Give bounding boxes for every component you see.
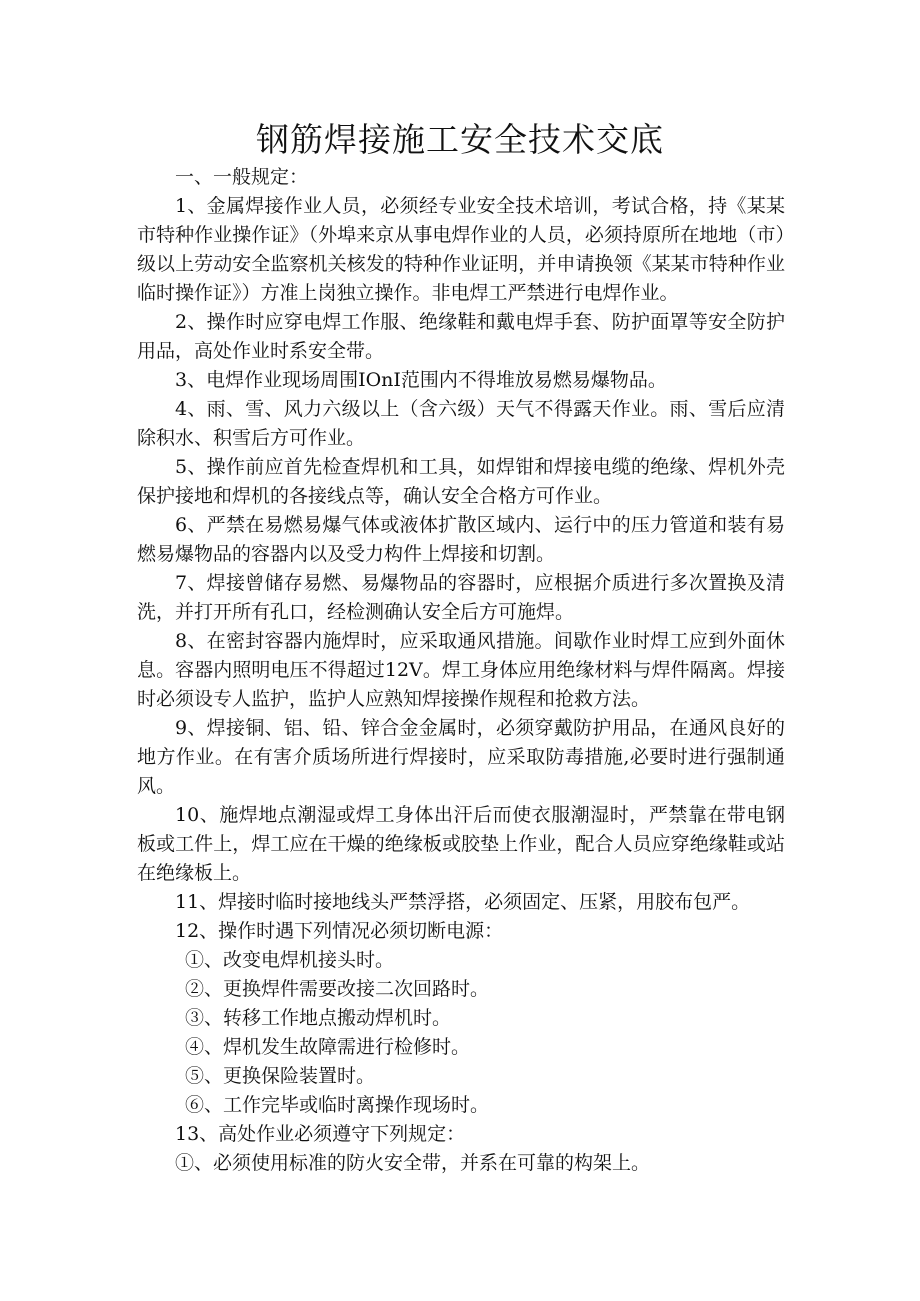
paragraph-2: 2、操作时应穿电焊工作服、绝缘鞋和戴电焊手套、防护面罩等安全防护用品，高处作业时系安全带。 (137, 311, 785, 362)
list-item: ⑤、更换保险装置时。 (185, 1065, 376, 1087)
paragraph-11: 11、焊接时临时接地线头严禁浮搭，必须固定、压紧，用胶布包严。 (175, 891, 751, 913)
paragraph-4: 4、雨、雪、风力六级以上（含六级）天气不得露天作业。雨、雪后应清除积水、积雪后方可作业。 (137, 398, 785, 449)
paragraph-10: 10、施焊地点潮湿或焊工身体出汗后而使衣服潮湿时，严禁靠在带电钢板或工件上，焊工应在干燥的绝缘板或胶垫上作业，配合人员应穿绝缘鞋或站在绝缘板上。 (137, 804, 785, 884)
list-item: ①、改变电焊机接头时。 (185, 949, 395, 971)
paragraph-5: 5、操作前应首先检查焊机和工具，如焊钳和焊接电缆的绝缘、焊机外壳保护接地和焊机的各接线点等，确认安全合格方可作业。 (137, 456, 785, 507)
paragraph-7: 7、焊接曾储存易燃、易爆物品的容器时，应根据介质进行多次置换及清洗，并打开所有孔口，经检测确认安全后方可施焊。 (137, 572, 785, 623)
paragraph-9: 9、焊接铜、铝、铅、锌合金金属时，必须穿戴防护用品，在通风良好的地方作业。在有害介质场所进行焊接时，应采取防毒措施,必要时进行强制通风。 (137, 717, 785, 797)
list-item: ①、必须使用标准的防火安全带，并系在可靠的构架上。 (175, 1152, 651, 1174)
list-item: ③、转移工作地点搬动焊机时。 (185, 1007, 452, 1029)
paragraph-6: 6、严禁在易燃易爆气体或液体扩散区域内、运行中的压力管道和装有易燃易爆物品的容器内以及受力构件上焊接和切割。 (137, 514, 785, 565)
list-item: ②、更换焊件需要改接二次回路时。 (185, 978, 490, 1000)
document-title: 钢筋焊接施工安全技术交底 (256, 120, 664, 159)
paragraph-8: 8、在密封容器内施焊时，应采取通风措施。间歇作业时焊工应到外面休息。容器内照明电压不得超过12V。焊工身体应用绝缘材料与焊件隔离。焊接时必须设专人监护，监护人应熟知焊接操作规程和抢救方法。 (137, 630, 785, 710)
section-heading: 一、一般规定： (175, 166, 309, 188)
list-item: ⑥、工作完毕或临时离操作现场时。 (185, 1094, 490, 1116)
paragraph-3: 3、电焊作业现场周围IOnI范围内不得堆放易燃易爆物品。 (175, 369, 667, 391)
paragraph-1: 1、金属焊接作业人员，必须经专业安全技术培训，考试合格，持《某某市特种作业操作证》（外埠来京从事电焊作业的人员，必须持原所在地地（市）级以上劳动安全监察机关核发的特种作业证明，并申请换领《某某市特种作业临时操作证》）方准上岗独立操作。非电焊工严禁进行电焊作业。 (137, 195, 785, 304)
list-item: ④、焊机发生故障需进行检修时。 (185, 1036, 471, 1058)
paragraph-12: 12、操作时遇下列情况必须切断电源： (175, 920, 504, 942)
paragraph-13: 13、高处作业必须遵守下列规定： (175, 1123, 466, 1145)
document-body (137, 163, 785, 1178)
